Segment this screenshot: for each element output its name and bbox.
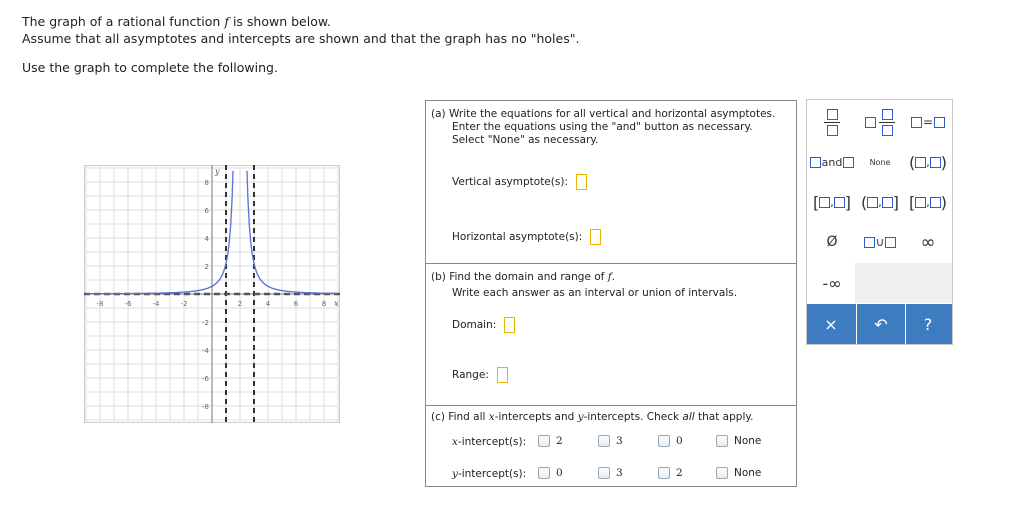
checkbox[interactable] bbox=[658, 435, 670, 447]
part-a-instruction-3: Select "None" as necessary. bbox=[452, 134, 599, 146]
checkbox[interactable] bbox=[716, 435, 728, 447]
intro-line-2: Assume that all asymptotes and intercepts are shown and that the graph has no "holes". bbox=[22, 31, 580, 46]
x-tick-label: -8 bbox=[96, 300, 104, 308]
part-c-section bbox=[426, 406, 796, 486]
y-axis-label: y bbox=[215, 167, 220, 176]
part-a-section bbox=[426, 101, 796, 264]
y-intercept-option-0[interactable]: 0 bbox=[538, 467, 563, 479]
x-intercept-option-3[interactable]: 3 bbox=[598, 435, 623, 447]
infinity-button[interactable]: ∞ bbox=[920, 231, 936, 253]
open-open-interval-button[interactable]: ( , ) bbox=[909, 152, 947, 172]
question-panel bbox=[425, 100, 797, 487]
vertical-asymptote-label: Vertical asymptote(s): bbox=[452, 176, 568, 188]
checkbox[interactable] bbox=[716, 467, 728, 479]
rational-function-graph bbox=[84, 165, 340, 423]
part-c-instruction: (c) Find all x-intercepts and y-intercepts. Check all that apply. bbox=[431, 411, 754, 423]
part-b-instruction-2: Write each answer as an interval or union of intervals. bbox=[452, 287, 738, 299]
part-b-section bbox=[426, 264, 796, 406]
undo-button[interactable] bbox=[856, 304, 906, 344]
x-intercept-option-0[interactable]: 0 bbox=[658, 435, 683, 447]
part-a-instruction-2: Enter the equations using the "and" button as necessary. bbox=[452, 121, 753, 133]
equals-button[interactable]: = bbox=[905, 102, 951, 142]
domain-input[interactable] bbox=[504, 317, 515, 333]
y-intercept-label: y-intercept(s): bbox=[452, 468, 527, 480]
vertical-asymptote-input[interactable] bbox=[576, 174, 587, 190]
range-label: Range: bbox=[452, 369, 489, 381]
help-button[interactable] bbox=[904, 304, 952, 344]
x-tick-label: 4 bbox=[265, 300, 271, 308]
y-tick-label: 2 bbox=[204, 263, 209, 271]
horizontal-asymptote-label: Horizontal asymptote(s): bbox=[452, 231, 583, 243]
y-tick-label: 8 bbox=[204, 179, 209, 187]
none-button[interactable]: None bbox=[869, 157, 891, 167]
checkbox[interactable] bbox=[538, 435, 550, 447]
y-tick-label: -8 bbox=[202, 403, 209, 411]
domain-row bbox=[452, 317, 515, 333]
intro-line-1: The graph of a rational function f is shown below. bbox=[22, 14, 331, 29]
x-tick-label: -6 bbox=[124, 300, 132, 308]
x-tick-label: 6 bbox=[293, 300, 299, 308]
x-tick-label: -4 bbox=[152, 300, 160, 308]
intro-line-3: Use the graph to complete the following. bbox=[22, 60, 278, 75]
clear-button[interactable] bbox=[807, 304, 855, 344]
and-button[interactable]: and bbox=[809, 142, 855, 182]
horizontal-asymptote-row bbox=[452, 229, 601, 245]
help-icon: ? bbox=[923, 314, 933, 334]
negative-infinity-button[interactable]: -∞ bbox=[822, 273, 842, 293]
open-closed-interval-button[interactable]: ( , ] bbox=[861, 192, 899, 212]
y-tick-label: -2 bbox=[202, 319, 209, 327]
y-tick-label: -6 bbox=[202, 375, 209, 383]
range-input[interactable] bbox=[497, 367, 508, 383]
checkbox[interactable] bbox=[598, 435, 610, 447]
close-icon: × bbox=[824, 314, 838, 334]
part-b-instruction-1: (b) Find the domain and range of f. bbox=[431, 271, 615, 283]
x-axis-label: x bbox=[334, 299, 339, 308]
closed-open-interval-button[interactable]: [ , ) bbox=[909, 192, 947, 212]
x-intercept-option-2[interactable]: 2 bbox=[538, 435, 563, 447]
y-intercept-option-none[interactable]: None bbox=[716, 467, 761, 479]
palette-empty-area bbox=[855, 263, 952, 303]
vertical-asymptote-row bbox=[452, 174, 587, 190]
closed-closed-interval-button[interactable]: [ , ] bbox=[813, 192, 851, 212]
x-tick-label: -2 bbox=[180, 300, 188, 308]
fraction-button[interactable] bbox=[809, 102, 855, 142]
horizontal-asymptote-input[interactable] bbox=[590, 229, 601, 245]
x-intercept-option-none[interactable]: None bbox=[716, 435, 761, 447]
checkbox[interactable] bbox=[538, 467, 550, 479]
x-tick-label: 8 bbox=[321, 300, 327, 308]
part-a-instruction-1: (a) Write the equations for all vertical and horizontal asymptotes. bbox=[431, 108, 776, 120]
intro-text bbox=[22, 13, 579, 76]
x-intercept-label: x-intercept(s): bbox=[452, 436, 527, 448]
math-palette bbox=[806, 99, 953, 345]
y-tick-label: -4 bbox=[202, 347, 209, 355]
palette-toolbar bbox=[807, 304, 952, 344]
range-row bbox=[452, 367, 508, 383]
domain-label: Domain: bbox=[452, 319, 497, 331]
y-tick-label: 4 bbox=[204, 235, 209, 243]
union-button[interactable]: ∪ bbox=[857, 222, 903, 262]
mixed-number-button[interactable] bbox=[857, 102, 903, 142]
undo-icon: ↶ bbox=[874, 314, 888, 334]
x-tick-label: 2 bbox=[237, 300, 243, 308]
checkbox[interactable] bbox=[658, 467, 670, 479]
checkbox[interactable] bbox=[598, 467, 610, 479]
y-intercept-option-3[interactable]: 3 bbox=[598, 467, 623, 479]
y-intercept-option-2[interactable]: 2 bbox=[658, 467, 683, 479]
y-tick-label: 6 bbox=[204, 207, 209, 215]
empty-set-button[interactable]: Ø bbox=[826, 234, 838, 250]
